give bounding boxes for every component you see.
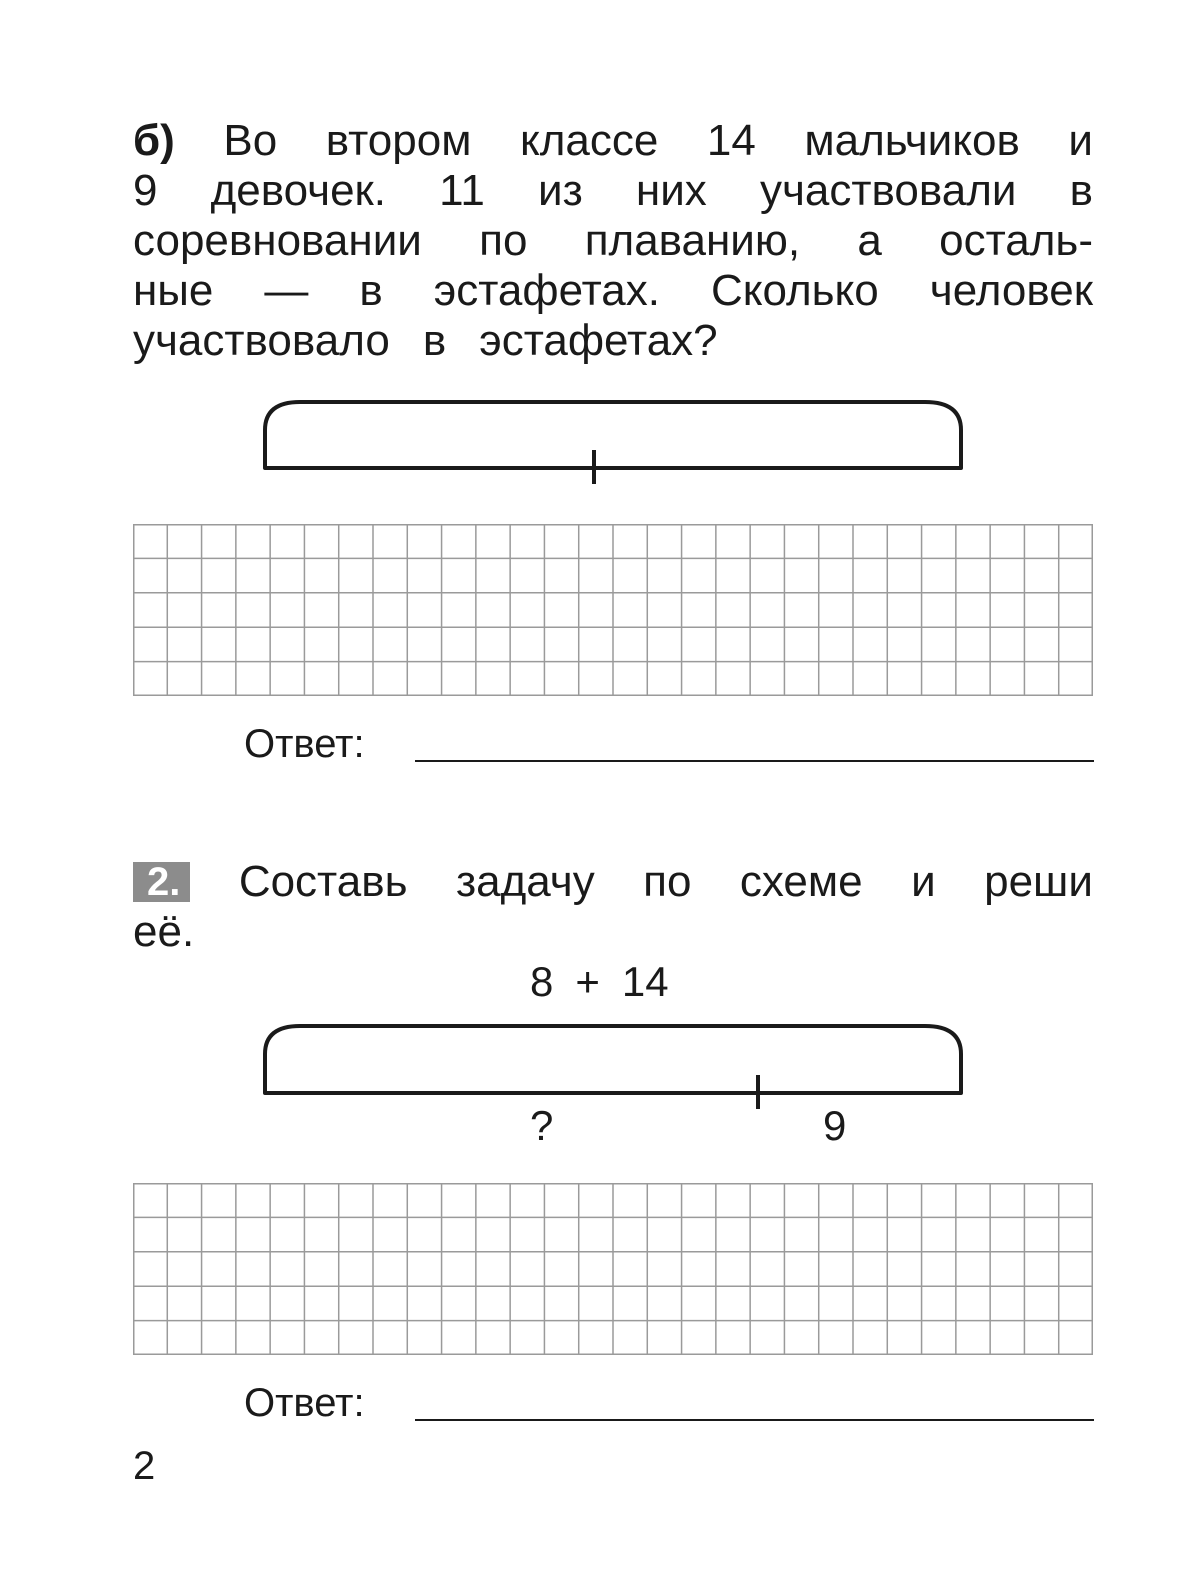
word: — — [264, 266, 309, 315]
word: участвовали — [759, 166, 1017, 215]
formula-term: 14 — [621, 958, 669, 1005]
word: осталь- — [939, 216, 1093, 265]
work-grid-1[interactable] — [133, 524, 1093, 696]
problem-b-line-4 — [133, 266, 1093, 316]
word: 14 — [706, 116, 756, 165]
problem-b-line-1 — [133, 116, 1093, 166]
word: по — [479, 216, 528, 265]
word: 11 — [439, 166, 485, 215]
problem-b-text — [133, 116, 1093, 366]
answer-input-line[interactable] — [415, 760, 1094, 762]
word: и — [1068, 116, 1093, 165]
answer-input-line[interactable] — [415, 1419, 1094, 1421]
answer-label: Ответ: — [244, 722, 365, 766]
scheme-2-unknown-label: ? — [530, 1102, 554, 1149]
word: задачу — [455, 857, 595, 906]
answer-row-2 — [244, 1381, 1094, 1431]
task-2-line-1 — [133, 857, 1093, 907]
word: и — [911, 857, 936, 906]
word: плаванию, — [584, 216, 801, 265]
task-number-badge: 2. — [133, 862, 190, 902]
word: реши — [984, 857, 1093, 906]
word: эстафетах. — [433, 266, 660, 315]
word: них — [635, 166, 707, 215]
word: Во — [223, 116, 278, 165]
word: соревновании — [133, 216, 422, 265]
scheme-1-bracket — [265, 402, 961, 484]
word: девочек. — [210, 166, 387, 215]
word: участвовало — [133, 316, 390, 365]
word: по — [643, 857, 692, 906]
word: в — [1069, 166, 1093, 215]
word: человек — [929, 266, 1093, 315]
problem-b-letter: б) — [133, 116, 175, 165]
word: схеме — [739, 857, 863, 906]
word: ные — [133, 266, 214, 315]
work-grid-2[interactable] — [133, 1183, 1093, 1355]
problem-b-line-3 — [133, 216, 1093, 266]
task-2-line-2 — [133, 907, 1093, 957]
problem-b-line-5 — [133, 316, 1093, 366]
task-2-text — [133, 857, 1093, 957]
formula-operator: + — [575, 958, 600, 1005]
word: классе — [520, 116, 659, 165]
answer-row-1 — [244, 722, 1094, 772]
word: эстафетах? — [479, 316, 718, 365]
word: её. — [133, 907, 195, 956]
word: в — [422, 316, 447, 365]
page-number: 2 — [133, 1444, 156, 1488]
word: из — [538, 166, 583, 215]
scheme-2-bracket — [265, 1026, 961, 1109]
scheme-2-right-label: 9 — [823, 1102, 847, 1149]
word: втором — [325, 116, 472, 165]
word: Составь — [238, 857, 408, 906]
word: 9 — [133, 166, 158, 215]
answer-label: Ответ: — [244, 1381, 365, 1425]
word: в — [359, 266, 383, 315]
word: а — [857, 216, 882, 265]
problem-b-line-2 — [133, 166, 1093, 216]
formula-term: 8 — [530, 958, 554, 1005]
scheme-2-formula — [530, 958, 700, 1006]
word: мальчиков — [804, 116, 1020, 165]
word: Сколько — [710, 266, 879, 315]
